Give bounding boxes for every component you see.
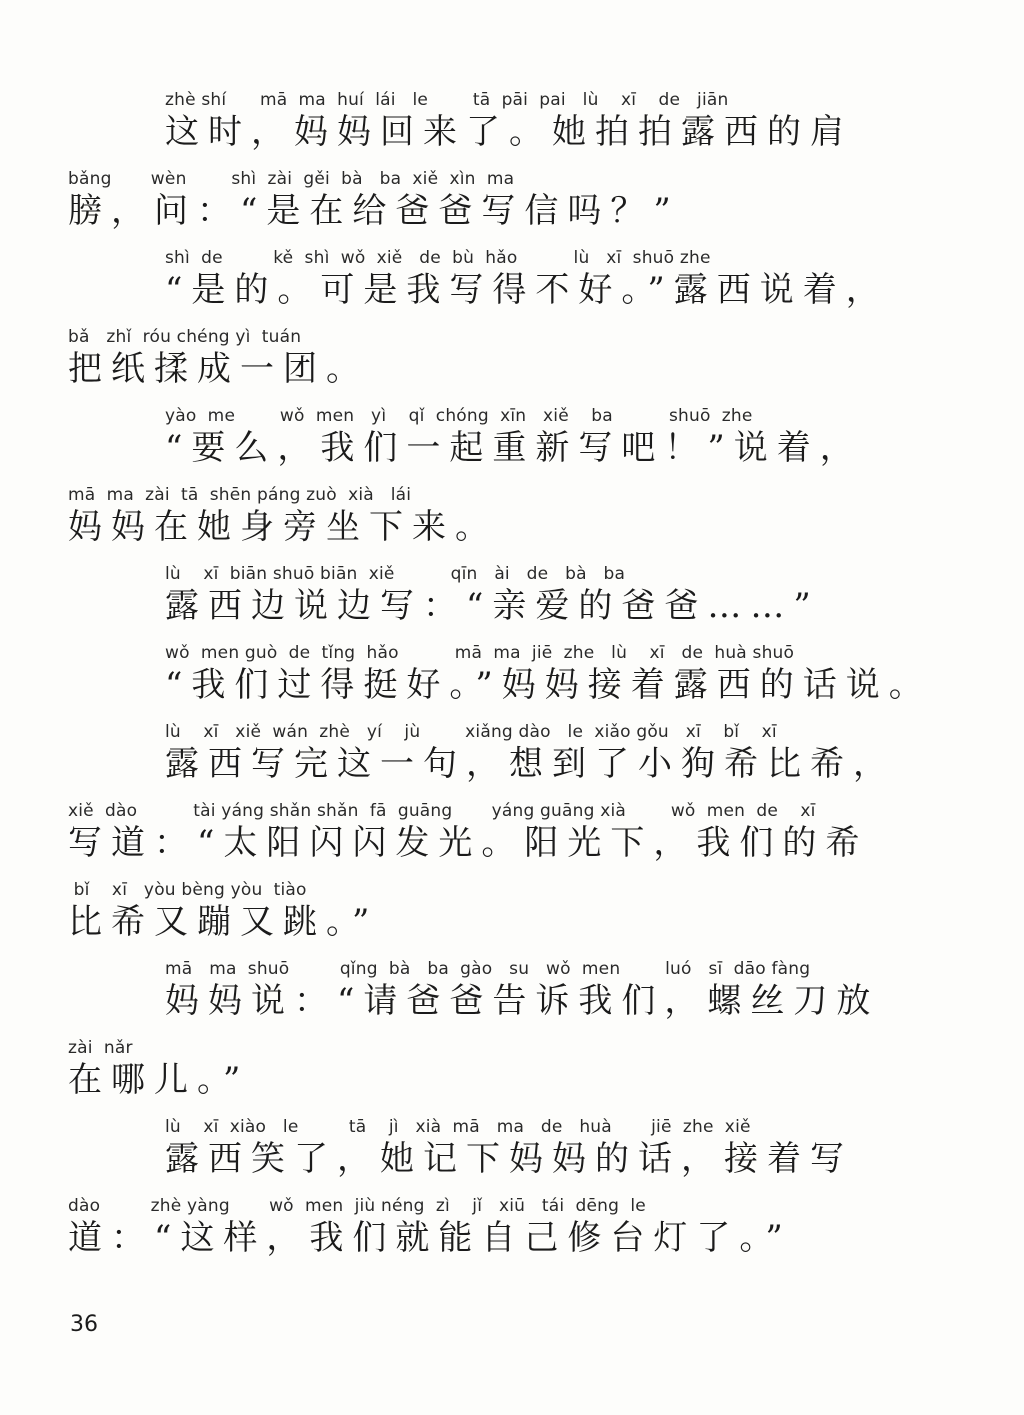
pinyin-row: bǎ zhǐ róu chéng yì tuán	[68, 327, 302, 347]
pinyin-row: dào zhè yàng wǒ men jiù néng zì jǐ xiū tái dēng le	[68, 1196, 646, 1216]
hanzi-row: 在哪儿。”	[68, 1060, 250, 1100]
text-line	[68, 799, 958, 863]
text-line	[165, 641, 958, 705]
text-line	[68, 1036, 958, 1100]
hanzi-row: “要么，我们一起重新写吧！”说着，	[165, 428, 863, 468]
text-line	[165, 88, 958, 152]
text-line	[68, 1194, 958, 1258]
hanzi-row: 这时，妈妈回来了。她拍拍露西的肩	[165, 112, 853, 152]
text-line	[165, 562, 958, 626]
hanzi-row: 妈妈在她身旁坐下来。	[68, 507, 498, 547]
hanzi-row: “我们过得挺好。”妈妈接着露西的话说。	[165, 665, 932, 705]
hanzi-row: 把纸揉成一团。	[68, 349, 369, 389]
hanzi-row: “是的。可是我写得不好。”露西说着，	[165, 270, 889, 310]
pinyin-row: mā ma zài tā shēn páng zuò xià lái	[68, 485, 412, 505]
text-line	[165, 720, 958, 784]
hanzi-row: 写道：“太阳闪闪发光。阳光下，我们的希	[68, 823, 869, 863]
pinyin-row: lù xī xiě wán zhè yí jù xiǎng dào le xiǎo gǒu xī bǐ xī	[165, 722, 777, 742]
pinyin-row: bǐ xī yòu bèng yòu tiào	[68, 880, 307, 900]
hanzi-row: 比希又蹦又跳。”	[68, 902, 379, 942]
text-line	[165, 246, 958, 310]
pinyin-row: xiě dào tài yáng shǎn shǎn fā guāng yáng guāng xià wǒ men de xī	[68, 801, 816, 821]
hanzi-row: 膀，问：“是在给爸爸写信吗？”	[68, 191, 680, 231]
hanzi-row: 道：“这样，我们就能自己修台灯了。”	[68, 1218, 792, 1258]
text-line	[68, 325, 958, 389]
text-line	[68, 878, 958, 942]
page-number: 36	[70, 1312, 98, 1337]
pinyin-row: zài nǎr	[68, 1038, 133, 1058]
pinyin-row: shì de kě shì wǒ xiě de bù hǎo lù xī shuō zhe	[165, 248, 711, 268]
text-line	[165, 404, 958, 468]
pinyin-row: mā ma shuō qǐng bà ba gào su wǒ men luó sī dāo fàng	[165, 959, 811, 979]
pinyin-row: lù xī biān shuō biān xiě qīn ài de bà ba	[165, 564, 626, 584]
text-line	[68, 483, 958, 547]
hanzi-row: 露西边说边写：“亲爱的爸爸……”	[165, 586, 820, 626]
hanzi-row: 妈妈说：“请爸爸告诉我们，螺丝刀放	[165, 981, 880, 1021]
text-line	[165, 1115, 958, 1179]
text-line	[165, 957, 958, 1021]
hanzi-row: 露西写完这一句，想到了小狗希比希，	[165, 744, 896, 784]
pinyin-row: yào me wǒ men yì qǐ chóng xīn xiě ba shuō zhe	[165, 406, 753, 426]
pinyin-row: zhè shí mā ma huí lái le tā pāi pai lù xī de jiān	[165, 90, 729, 110]
pinyin-row: bǎng wèn shì zài gěi bà ba xiě xìn ma	[68, 169, 515, 189]
pinyin-row: wǒ men guò de tǐng hǎo mā ma jiē zhe lù xī de huà shuō	[165, 643, 795, 663]
text-line	[68, 167, 958, 231]
hanzi-row: 露西笑了，她记下妈妈的话，接着写	[165, 1139, 853, 1179]
pinyin-row: lù xī xiào le tā jì xià mā ma de huà jiē zhe xiě	[165, 1117, 751, 1137]
